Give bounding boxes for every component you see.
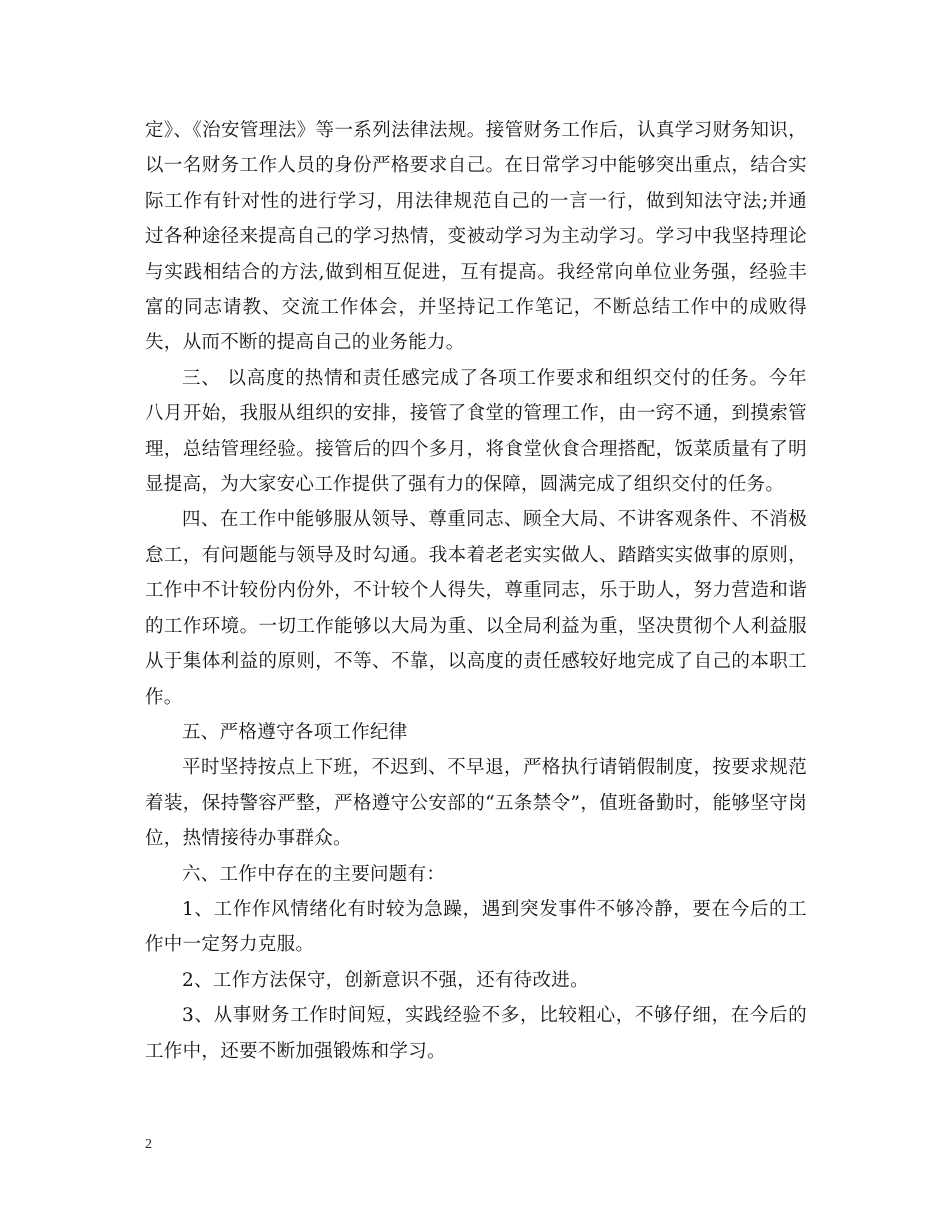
list-item-problem-2: 2、工作方法保守，创新意识不强，还有待改进。 <box>182 969 589 991</box>
heading-section-six: 六、工作中存在的主要问题有： <box>182 863 446 885</box>
paragraph-section-three: 三、 以高度的热情和责任感完成了各项工作要求和组织交付的任务。今年八月开始，我服从组织的安排，接管了食堂的管理工作，由一窍不通，到摸索管理，总结管理经验。接管后的四个多月，将食堂伙食合理搭配，饭菜质量有了明显提高，为大家安心工作提供了强有力的保障，圆满完成了组织交付的任务。 <box>145 367 807 496</box>
paragraph-section-four: 四、在工作中能够服从领导、尊重同志、顾全大局、不讲客观条件、不消极怠工，有问题能与领导及时勾通。我本着老老实实做人、踏踏实实做事的原则，工作中不计较份内份外，不计较个人得失，尊重同志，乐于助人，努力营造和谐的工作环境。一切工作能够以大局为重、以全局利益为重，坚决贯彻个人利益服从于集体利益的原则，不等、不靠，以高度的责任感较好地完成了自己的本职工作。 <box>145 509 807 708</box>
list-item-problem-3: 3、从事财务工作时间短，实践经验不多，比较粗心，不够仔细，在今后的工作中，还要不断加强锻炼和学习。 <box>145 1005 807 1062</box>
document-body <box>145 113 807 1069</box>
paragraph-continued-study: 定》、《治安管理法》等一系列法律法规。接管财务工作后，认真学习财务知识，以一名财务工作人员的身份严格要求自己。在日常学习中能够突出重点，结合实际工作有针对性的进行学习，用法律规范自己的一言一行，做到知法守法;并通过各种途径来提高自己的学习热情，变被动学习为主动学习。学习中我坚持理论与实践相结合的方法,做到相互促进，互有提高。我经常向单位业务强，经验丰富的同志请教、交流工作体会，并坚持记工作笔记，不断总结工作中的成败得失，从而不断的提高自己的业务能力。 <box>145 120 807 354</box>
list-item-problem-1: 1、工作作风情绪化有时较为急躁，遇到突发事件不够冷静，要在今后的工作中一定努力克服。 <box>145 898 807 956</box>
paragraph-discipline: 平时坚持按点上下班，不迟到、不早退，严格执行请销假制度，按要求规范着装，保持警容严整，严格遵守公安部的“五条禁令”，值班备勤时，能够坚守岗位，热情接待办事群众。 <box>145 757 807 850</box>
page-number: 2 <box>145 1137 152 1152</box>
heading-section-five: 五、严格遵守各项工作纪律 <box>182 721 408 743</box>
